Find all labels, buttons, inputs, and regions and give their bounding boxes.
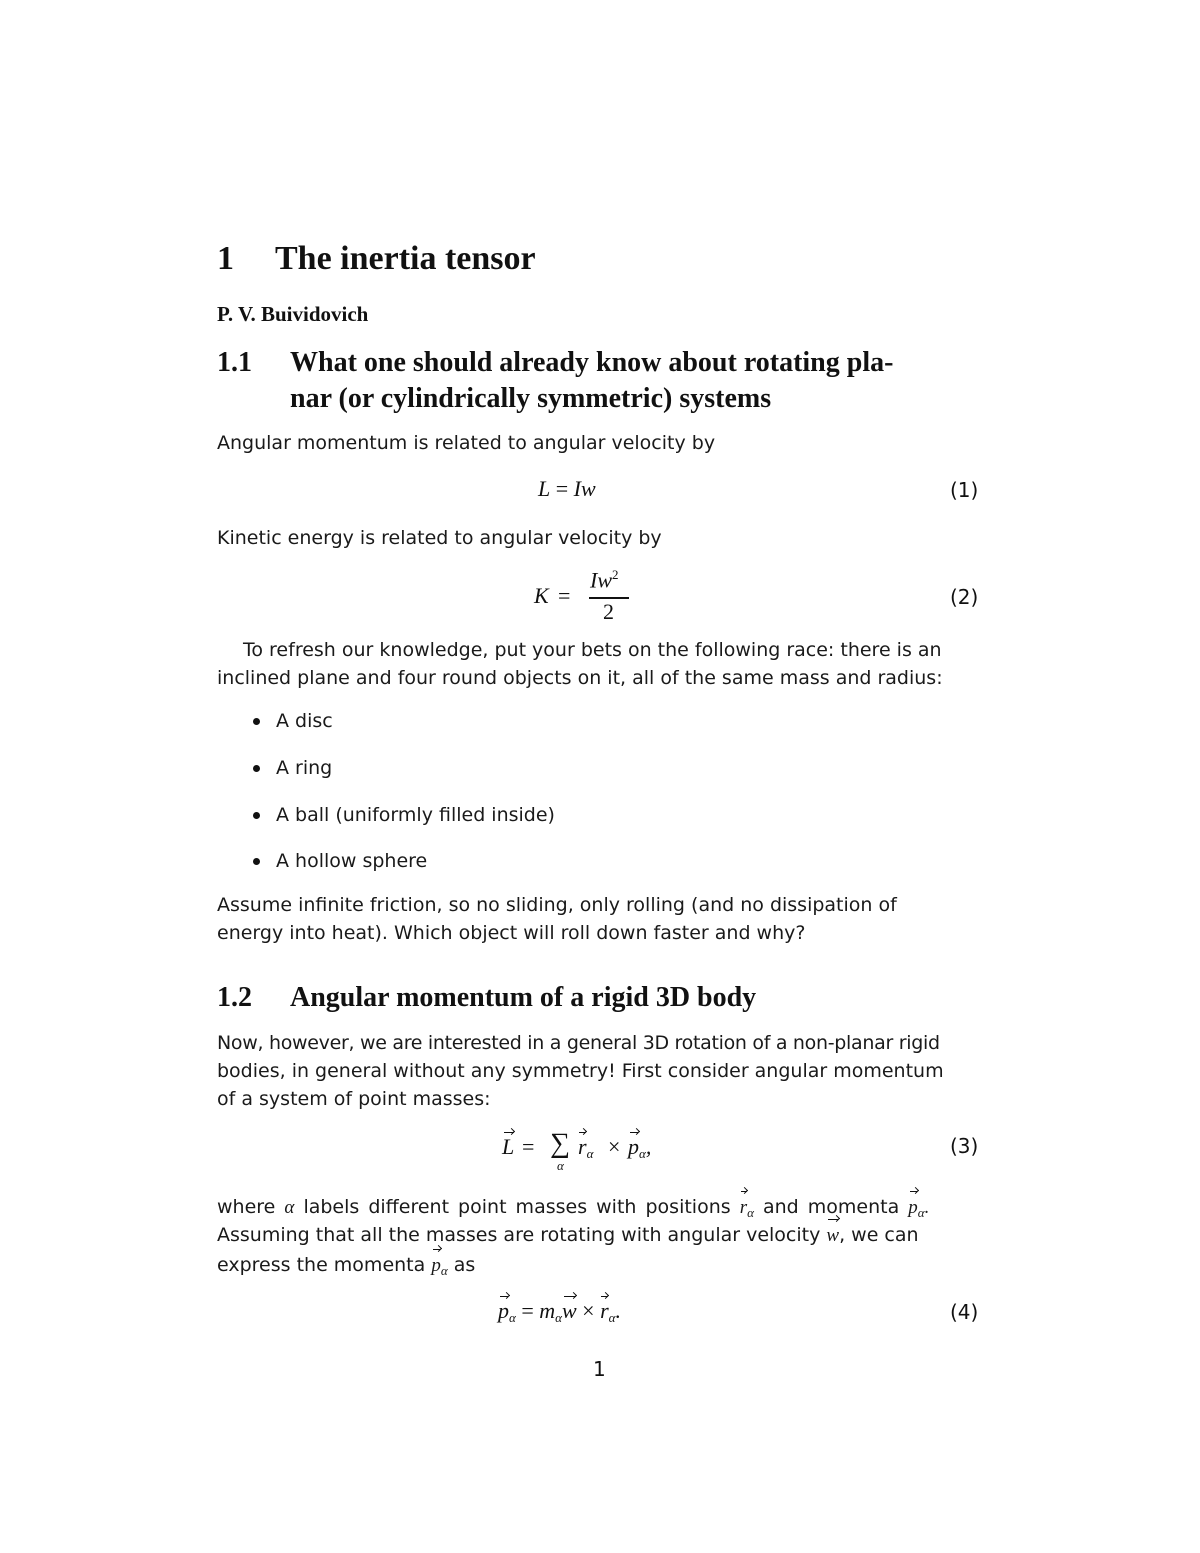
text: , we can [839,1224,919,1246]
paragraph-refresh-line1: To refresh our knowledge, put your bets on the following race: there is an [243,639,942,661]
eq1-omega: w [581,476,596,501]
eq4-momentum: $p_\alpha$ [498,1298,516,1325]
eq2-lhs: K [534,583,549,608]
eq1-equals: = [555,476,574,501]
section-number: 1 [217,240,234,277]
subsection-1-title-line1: What one should already know about rotating pla- [290,347,894,378]
eq3-momentum: $p_\alpha$, [628,1134,652,1161]
eq2-exponent: 2 [612,567,619,582]
paragraph-where-line2 [217,1221,919,1250]
eq2-numerator [590,567,619,593]
eq2-equals: = [558,583,571,608]
paragraph-assume-line2: energy into heat). Which object will roll down faster and why? [217,922,806,944]
bullet-dot [253,718,260,725]
paragraph-assume-line1: Assume infinite friction, so no sliding, only rolling (and no dissipation of [217,894,897,916]
paragraph-now-line1: Now, however, we are interested in a general 3D rotation of a non-planar rigid [217,1032,940,1054]
eq3-position: $r_\alpha$ [578,1134,594,1161]
equation-4 [498,1298,621,1326]
paragraph-now-line2: bodies, in general without any symmetry! First consider angular momentum [217,1060,944,1082]
text: Assuming that all the masses are rotating with angular velocity [217,1224,821,1246]
paragraph-angular-momentum: Angular momentum is related to angular velocity by [217,432,716,454]
subsection-2-title: Angular momentum of a rigid 3D body [290,982,757,1013]
eq4-equals: = [521,1298,540,1323]
subsection-1-title-line2: nar (or cylindrically symmetric) systems [290,383,772,414]
author: P. V. Buividovich [217,302,369,326]
equation-2 [534,567,634,627]
position-symbol: $r_\alpha$ [740,1197,754,1218]
paragraph-refresh-line2: inclined plane and four round objects on it, all of the same mass and radius: [217,667,943,689]
eq2-inertia: I [590,567,598,593]
list-item: A hollow sphere [276,850,428,872]
eq1-inertia: I [573,476,581,501]
bullet-dot [253,765,260,772]
sum-index: α [557,1158,564,1173]
eq3-equals: = [522,1134,535,1159]
sum-symbol: ∑ [550,1128,570,1159]
equation-4-number: (4) [950,1300,979,1324]
eq4-omega: w [561,1298,577,1323]
momentum-symbol: $p_\alpha$ [431,1255,447,1276]
bullet-dot [253,812,260,819]
text: where [217,1196,276,1218]
equation-2-number: (2) [950,585,979,609]
text: labels different point masses with positions [303,1196,731,1218]
equation-1 [538,476,596,502]
text: as [453,1254,476,1276]
text: express the momenta [217,1254,426,1276]
omega-symbol: w [826,1225,839,1246]
eq3-angular-momentum: L [502,1134,515,1159]
equation-3-number: (3) [950,1134,979,1158]
list-item: A ring [276,757,333,779]
list-item: A ball (uniformly filled inside) [276,804,555,826]
subsection-2-number: 1.2 [217,982,252,1013]
cross-symbol: × [608,1134,621,1159]
page-number: 1 [593,1357,606,1381]
list-item: A disc [276,710,333,732]
eq4-cross: × [582,1298,601,1323]
text: and momenta [762,1196,900,1218]
momentum-symbol: $p_\alpha$. [908,1197,929,1218]
eq4-position: $r_\alpha$. [600,1298,621,1325]
bullet-dot [253,858,260,865]
equation-3 [502,1130,682,1180]
eq2-omega: w [597,567,613,593]
equation-1-number: (1) [950,478,979,502]
eq2-denominator: 2 [603,599,614,624]
subsection-1-number: 1.1 [217,347,252,378]
alpha-symbol: α [284,1197,295,1218]
paragraph-where-line3 [217,1251,475,1285]
eq4-mass: $m_\alpha$ [539,1298,562,1325]
paragraph-kinetic-energy: Kinetic energy is related to angular velocity by [217,527,662,549]
eq1-lhs: L [538,476,551,501]
section-title: The inertia tensor [275,240,536,277]
paragraph-now-line3: of a system of point masses: [217,1088,491,1110]
